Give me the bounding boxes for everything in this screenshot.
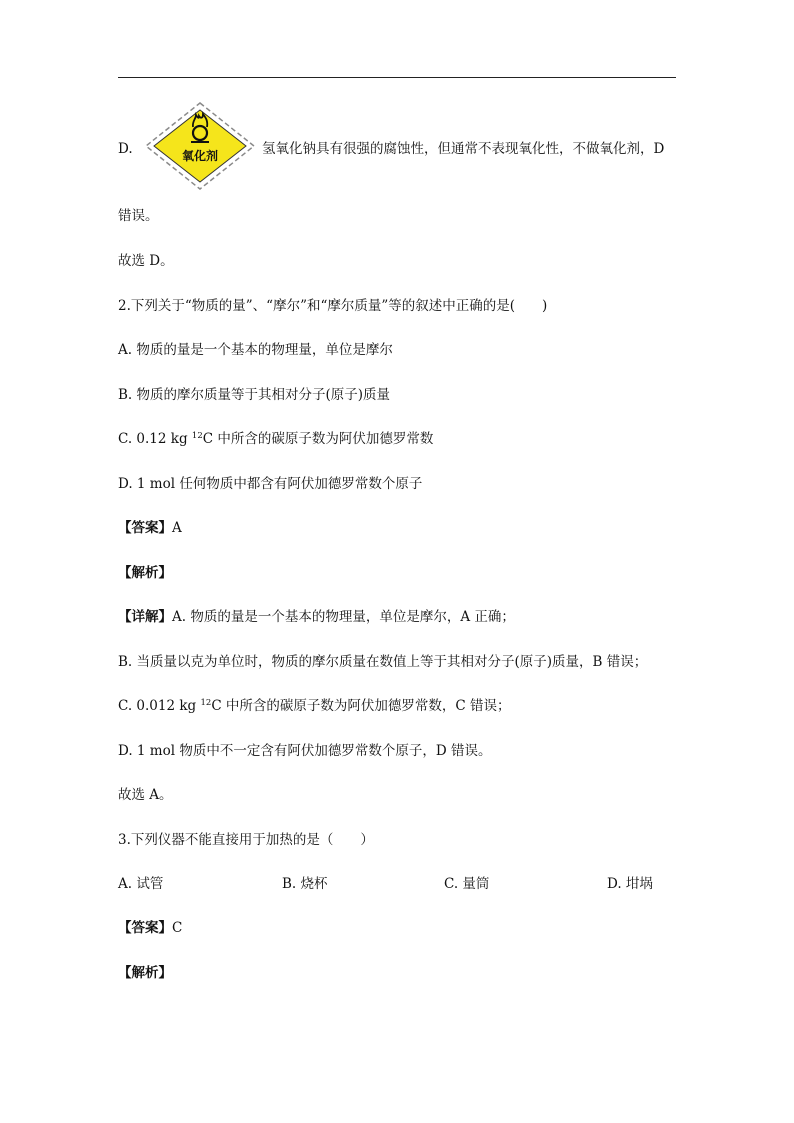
q2-option-a: A. 物质的量是一个基本的物理量，单位是摩尔 [118,342,393,358]
q2-answer-value: A [172,520,182,536]
q2-option-c [118,429,433,449]
q2-option-c-after: C 中所含的碳原子数为阿伏加德罗常数 [202,431,434,447]
q2-detail-b: B. 当质量以克为单位时，物质的摩尔质量在数值上等于其相对分子(原子)质量，B 错误； [118,654,648,670]
header-rule [118,77,676,78]
q2-stem: 2.下列关于“物质的量”、“摩尔”和“摩尔质量”等的叙述中正确的是( ) [118,298,548,314]
q2-detail-a-text: A. 物质的量是一个基本的物理量，单位是摩尔，A 正确； [172,609,515,625]
q2-detail-a [118,607,515,627]
q3-answer [118,918,182,938]
oxidizer-diamond-icon [143,100,257,192]
q2-option-d: D. 1 mol 任何物质中都含有阿伏加德罗常数个原子 [118,476,423,492]
q2-detail-d: D. 1 mol 物质中不一定含有阿伏加德罗常数个原子，D 错误。 [118,743,492,759]
q2-detail-c-after: C 中所含的碳原子数为阿伏加德罗常数，C 错误； [211,698,511,714]
q2-detail-c [118,696,511,716]
q1-option-d-letter: D. [118,141,133,157]
q1-option-d-text-line1: 氢氧化钠具有很强的腐蚀性，但通常不表现氧化性，不做氧化剂，D [262,141,665,157]
q2-detail-c-before: C. 0.012 kg [118,698,201,714]
q2-option-c-isotope: 12 [191,431,203,441]
q3-analysis-label: 【解析】 [118,965,172,981]
q2-answer [118,518,182,538]
q2-detail-label: 【详解】 [118,609,172,625]
oxidizer-hazard-sign [143,100,257,192]
q1-conclusion: 故选 D。 [118,253,174,269]
q2-analysis-label: 【解析】 [118,565,172,581]
q2-option-b: B. 物质的摩尔质量等于其相对分子(原子)质量 [118,387,391,403]
q3-option-c: C. 量筒 [444,876,490,892]
q2-conclusion: 故选 A。 [118,787,173,803]
q2-option-c-before: C. 0.12 kg [118,431,192,447]
q3-answer-value: C [172,920,183,936]
q3-answer-label: 【答案】 [118,920,172,936]
q2-answer-label: 【答案】 [118,520,172,536]
q3-option-b: B. 烧杯 [282,876,328,892]
q3-stem: 3.下列仪器不能直接用于加热的是（ ） [118,832,374,848]
q2-detail-c-isotope: 12 [200,698,212,708]
q3-option-d: D. 坩埚 [607,876,653,892]
q1-option-d-text-line2: 错误。 [118,208,159,224]
q3-option-a: A. 试管 [118,876,164,892]
oxidizer-sign-label: 氧化剂 [181,149,218,163]
